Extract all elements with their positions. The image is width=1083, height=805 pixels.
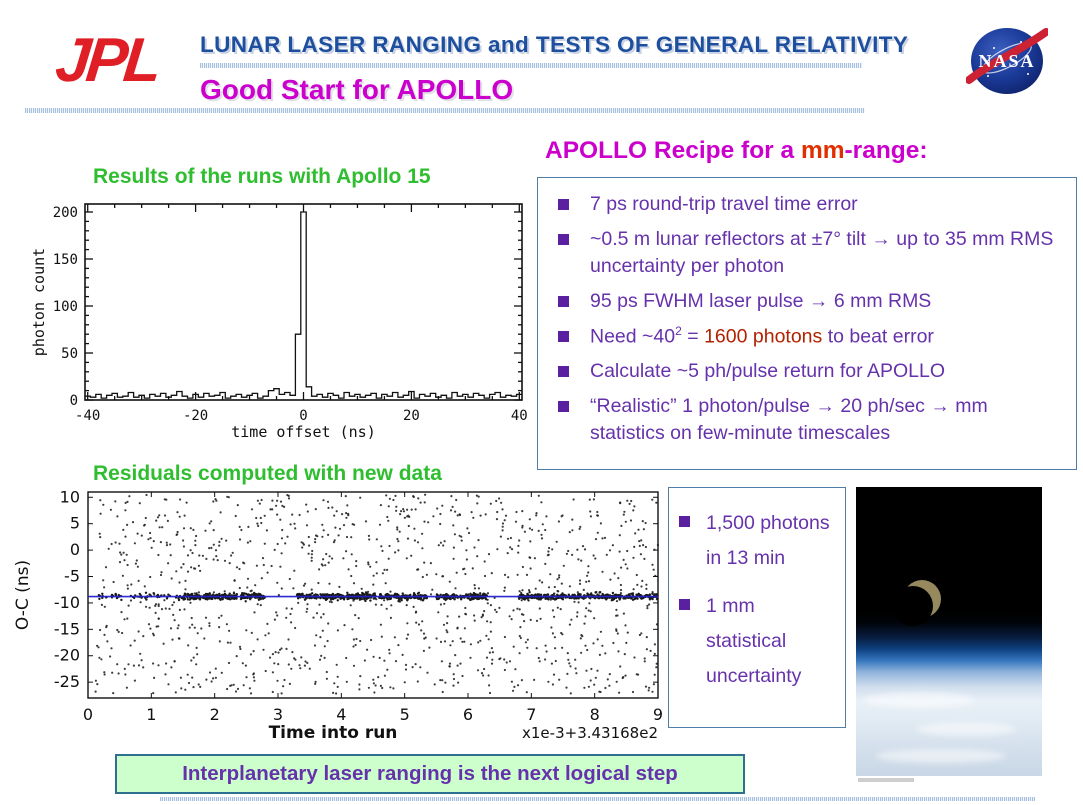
svg-text:10: 10 (59, 487, 80, 507)
photo-credit (858, 778, 914, 782)
stats-bullet: 1,500 photons in 13 min (677, 506, 839, 575)
svg-text:20: 20 (402, 408, 420, 424)
svg-text:photon count: photon count (30, 247, 48, 357)
page-title: LUNAR LASER RANGING and TESTS OF GENERAL RELATIVITY (200, 32, 909, 57)
svg-text:150: 150 (52, 252, 78, 268)
svg-text:-20: -20 (182, 408, 209, 424)
recipe-bullet: 7 ps round-trip travel time error (552, 191, 1062, 219)
svg-text:9: 9 (652, 705, 664, 724)
photon-histogram-chart (30, 190, 530, 445)
jpl-logo: JPL (52, 26, 162, 95)
svg-text:1: 1 (146, 705, 157, 724)
svg-text:2: 2 (209, 705, 220, 724)
svg-text:7: 7 (526, 705, 537, 724)
bullet-square-icon (558, 296, 569, 307)
svg-text:-25: -25 (53, 672, 80, 692)
svg-text:time offset (ns): time offset (ns) (231, 423, 376, 441)
svg-text:O-C (ns): O-C (ns) (13, 559, 33, 631)
bullet-square-icon (679, 516, 690, 527)
svg-text:5: 5 (399, 705, 410, 724)
recipe-box (537, 177, 1077, 470)
bullet-square-icon (558, 401, 569, 412)
svg-text:4: 4 (336, 705, 347, 724)
residuals-scatter-chart (10, 486, 665, 744)
earth-moon-photo (856, 487, 1042, 776)
banner-text: Interplanetary laser ranging is the next logical step (182, 762, 678, 785)
svg-text:x1e-3+3.43168e2: x1e-3+3.43168e2 (522, 724, 658, 742)
svg-text:40: 40 (510, 408, 528, 424)
svg-text:-5: -5 (64, 566, 80, 586)
footer-rule (160, 797, 1035, 801)
chart2-heading: Residuals computed with new data (93, 462, 442, 485)
svg-text:5: 5 (69, 513, 80, 533)
bullet-square-icon (558, 234, 569, 245)
bullet-square-icon (558, 199, 569, 210)
recipe-bullet: 95 ps FWHM laser pulse → 6 mm RMS (552, 288, 1062, 316)
nasa-logo (966, 26, 1048, 96)
stats-bullet: 1 mm statistical uncertainty (677, 589, 839, 693)
recipe-bullet: Need $\sim 40^2 = 1600$ photons to beat error (552, 323, 1062, 351)
recipe-bullet: ~0.5 m lunar reflectors at ±7° tilt → up to 35 mm RMS uncertainty per photon (552, 226, 1062, 281)
chart1-heading: Results of the runs with Apollo 15 (93, 165, 431, 188)
bottom-banner (115, 754, 745, 794)
svg-text:50: 50 (61, 346, 78, 362)
svg-text:3: 3 (272, 705, 284, 724)
svg-text:6: 6 (462, 705, 474, 724)
svg-text:-40: -40 (75, 408, 101, 424)
nasa-logo-text: NASA (978, 51, 1036, 71)
svg-text:-15: -15 (53, 619, 80, 639)
svg-text:100: 100 (52, 299, 78, 315)
svg-text:0: 0 (82, 705, 94, 724)
svg-text:-10: -10 (53, 592, 80, 612)
recipe-bullet: “Realistic” 1 photon/pulse → 20 ph/sec → mm statistics on few-minute timescales (552, 393, 1062, 448)
header-rule (200, 63, 862, 68)
svg-text:0: 0 (299, 408, 308, 424)
svg-text:Time into run: Time into run (268, 723, 398, 743)
bullet-square-icon (558, 366, 569, 377)
svg-text:8: 8 (589, 705, 600, 724)
recipe-heading: APOLLO Recipe for a mm-range: (545, 137, 928, 164)
svg-text:0: 0 (69, 540, 80, 560)
recipe-bullet: Calculate ~5 ph/pulse return for APOLLO (552, 358, 1062, 386)
svg-text:0: 0 (69, 393, 78, 409)
bullet-square-icon (558, 331, 569, 342)
slide-title: Good Start for APOLLO (200, 74, 514, 105)
stats-box (668, 487, 846, 728)
header-rule-2 (25, 108, 865, 113)
svg-text:200: 200 (52, 205, 78, 221)
svg-text:-20: -20 (53, 645, 80, 665)
bullet-square-icon (679, 599, 690, 610)
